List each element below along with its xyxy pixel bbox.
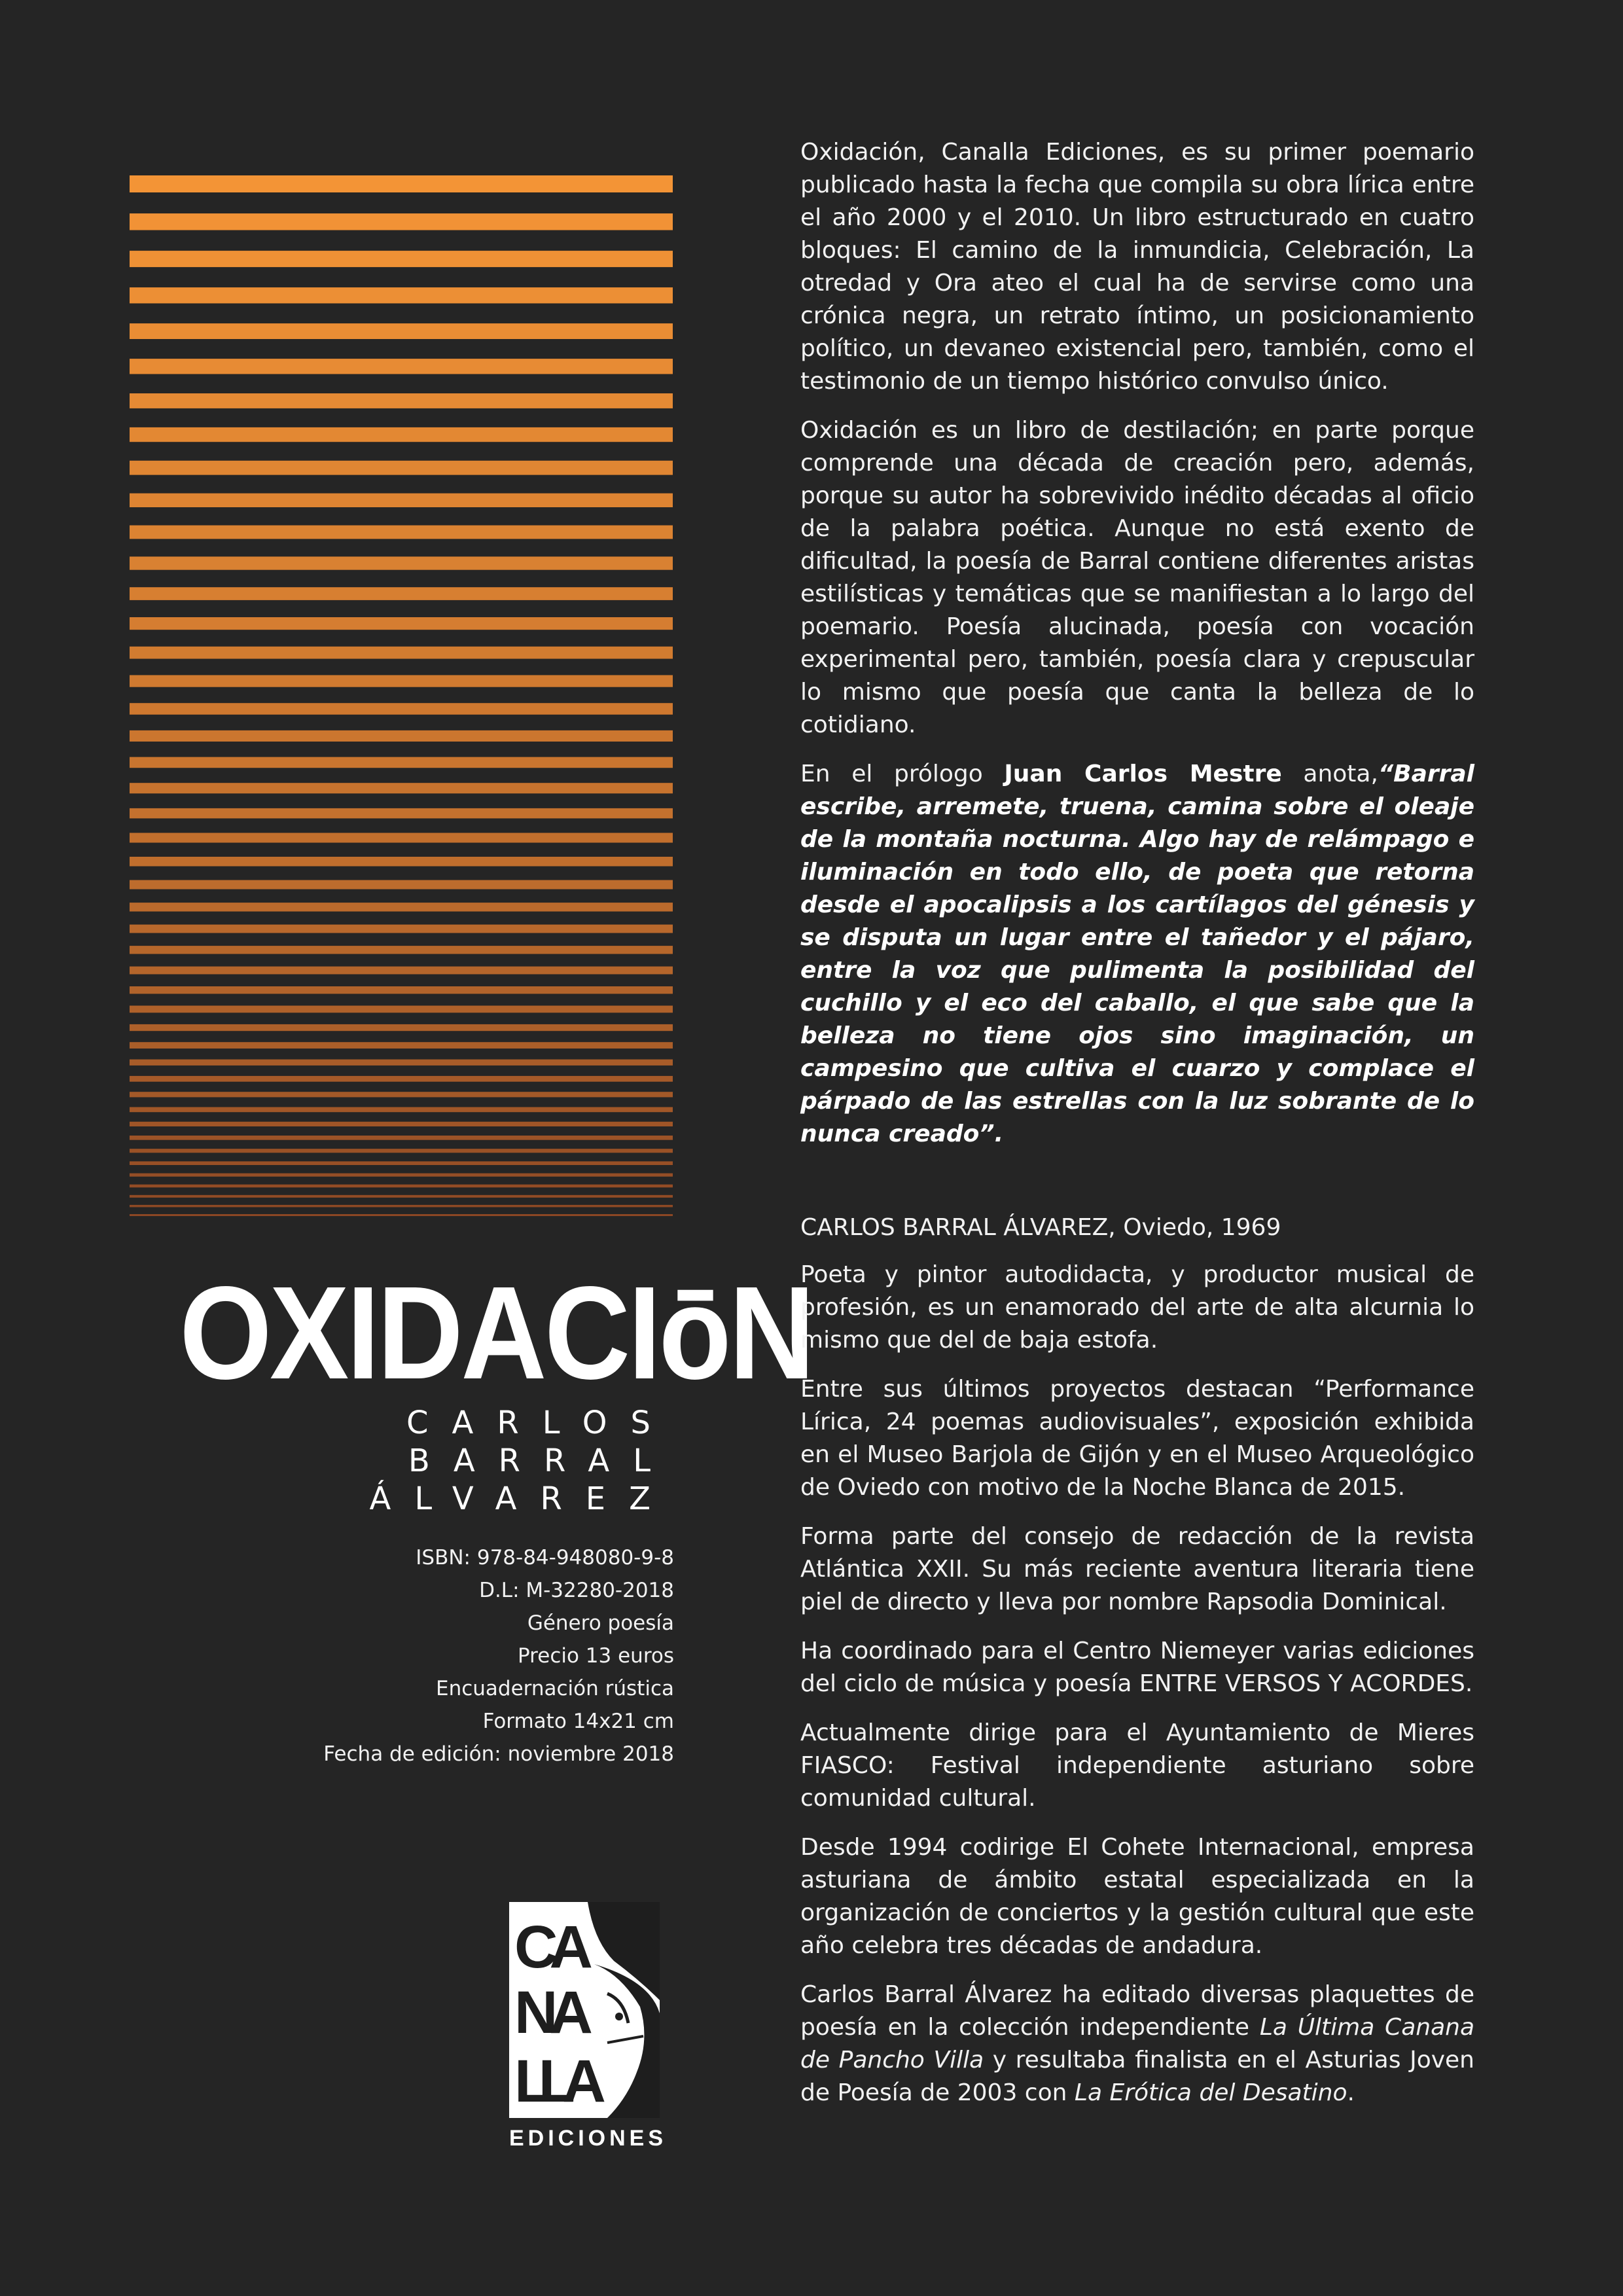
prologue-author: Juan Carlos Mestre	[1004, 761, 1282, 787]
stripe-39	[130, 1149, 673, 1153]
stripe-31	[130, 1024, 673, 1031]
stripe-10	[130, 493, 673, 507]
canalla-logo-icon	[509, 1902, 660, 2118]
bio-7-end: .	[1347, 2079, 1355, 2106]
stripe-34	[130, 1076, 673, 1082]
stripe-45	[130, 1214, 673, 1216]
stripe-1	[130, 175, 673, 192]
stripe-32	[130, 1042, 673, 1049]
edition-date: Fecha de edición: noviembre 2018	[323, 1742, 674, 1766]
book-title-erotica: La Erótica del Desatino	[1074, 2079, 1347, 2106]
author-line-third: ÁLVAREZ	[369, 1480, 674, 1517]
book-metadata	[262, 1541, 674, 1770]
prologue-quote: “Barral escribe, arremete, truena, camina sobre el oleaje de la montaña nocturna. Algo hay de relámpago e iluminación en todo ello, de poeta que retorna desde el apocalipsis a los cartílagos del génesis y se disputa un lugar entre el tañedor y el pájaro, entre la voz que pulimenta la posibilidad del cuchillo y el eco del caballo, el que sabe que la belleza no tiene ojos sino imaginación, un campesino que cultiva el cuarzo y complace el párpado de las estrellas con la luz sobrante de lo nunca creado”.	[800, 761, 1474, 1147]
logo-letters-second: NA	[514, 1979, 593, 2046]
stripe-2	[130, 213, 673, 230]
stripe-37	[130, 1122, 673, 1126]
stripe-33	[130, 1060, 673, 1066]
stripe-13	[130, 587, 673, 600]
back-cover-text	[800, 136, 1474, 2126]
stripe-22	[130, 833, 673, 843]
stripe-15	[130, 647, 673, 659]
bio-paragraph-6: Desde 1994 codirige El Cohete Internacional, empresa asturiana de ámbito estatal especializada en la organización de conciertos y la gestión cultural que este año celebra tres décadas de andadura.	[800, 1834, 1474, 1959]
decorative-stripes	[130, 175, 673, 1216]
section-spacer	[800, 1167, 1474, 1211]
bio-paragraph-3: Forma parte del consejo de redacción de la revista Atlántica XXII. Su más reciente aventura literaria tiene piel de directo y lleva por nombre Rapsodia Dominical.	[800, 1523, 1474, 1615]
stripe-27	[130, 946, 673, 954]
stripe-8	[130, 427, 673, 442]
bio-paragraph-2: Entre sus últimos proyectos destacan “Performance Lírica, 24 poemas audiovisuales”, exposición exhibida en el Museo Barjola de Gijón y en el Museo Arqueológico de Oviedo con motivo de la Noche Blanca de 2015.	[800, 1376, 1474, 1501]
binding: Encuadernación rústica	[436, 1677, 674, 1700]
stripe-19	[130, 757, 673, 768]
bio-heading: CARLOS BARRAL ÁLVAREZ, Oviedo, 1969	[800, 1214, 1281, 1241]
stripe-3	[130, 251, 673, 267]
synopsis-paragraph-2: Oxidación es un libro de destilación; en parte porque comprende una década de creación pero, además, porque su autor ha sobrevivido inédito décadas al oficio de la palabra poética. Aunque no está exento de dificultad, la poesía de Barral contiene diferentes aristas estilísticas y temáticas que se manifiestan a lo largo del poemario. Poesía alucinada, poesía con vocación experimental pero, también, poesía clara y crepuscular lo mismo que poesía que canta la belleza de lo cotidiano.	[800, 417, 1474, 738]
stripe-44	[130, 1205, 673, 1208]
prologue-verb: anota,	[1281, 761, 1378, 787]
stripe-42	[130, 1185, 673, 1188]
price: Precio 13 euros	[518, 1644, 674, 1668]
prologue-paragraph	[800, 758, 1474, 1151]
bio-7-start: Carlos Barral Álvarez ha editado diversas plaquettes de poesía en la colección independiente	[800, 1981, 1474, 2041]
bio-paragraph-7	[800, 1979, 1474, 2109]
stripe-17	[130, 703, 673, 715]
stripe-6	[130, 359, 673, 374]
stripe-35	[130, 1092, 673, 1097]
author-name	[327, 1404, 674, 1518]
bio-paragraph-1: Poeta y pintor autodidacta, y productor musical de profesión, es un enamorado del arte de alta alcurnia lo mismo que del de baja estofa.	[800, 1261, 1474, 1354]
logo-letters-third: LLA	[514, 2048, 606, 2115]
prologue-intro: En el prólogo	[800, 761, 1005, 787]
format: Formato 14x21 cm	[482, 1710, 674, 1733]
book-title: OXIDACIōN	[179, 1259, 813, 1407]
stripe-5	[130, 323, 673, 339]
synopsis-paragraph-1: Oxidación, Canalla Ediciones, es su primer poemario publicado hasta la fecha que compila su obra lírica entre el año 2000 y el 2010. Un libro estructurado en cuatro bloques: El camino de la inmundicia, Celebración, La otredad y Ora ateo el cual ha de servirse como una crónica negra, un retrato íntimo, un posicionamiento político, un devaneo existencial pero, también, como el testimonio de un tiempo histórico convulso único.	[800, 139, 1474, 395]
collection-title: La Última Canana de Pancho Villa	[800, 2014, 1475, 2073]
stripe-40	[130, 1161, 673, 1165]
bio-paragraph-5: Actualmente dirige para el Ayuntamiento de Mieres FIASCO: Festival independiente asturiano sobre comunidad cultural.	[800, 1719, 1474, 1812]
stripe-14	[130, 617, 673, 630]
stripe-20	[130, 783, 673, 793]
isbn: ISBN: 978-84-948080-9-8	[416, 1546, 674, 1570]
author-line-first: CARLOS	[406, 1405, 674, 1441]
stripe-26	[130, 925, 673, 933]
stripe-18	[130, 730, 673, 742]
stripe-12	[130, 556, 673, 569]
stripe-23	[130, 857, 673, 867]
publisher-imprint: EDICIONES	[509, 2126, 668, 2151]
stripe-21	[130, 808, 673, 819]
stripe-25	[130, 903, 673, 912]
stripe-30	[130, 1006, 673, 1013]
bio-7-middle: y resultaba finalista en el Asturias Joven de Poesía de 2003 con	[800, 2047, 1474, 2106]
stripe-4	[130, 287, 673, 303]
stripe-36	[130, 1107, 673, 1113]
stripe-41	[130, 1174, 673, 1177]
stripe-28	[130, 967, 673, 975]
stripe-16	[130, 675, 673, 687]
stripe-29	[130, 986, 673, 994]
publisher-logo	[509, 1902, 668, 2151]
stripe-9	[130, 461, 673, 475]
bio-paragraph-4: Ha coordinado para el Centro Niemeyer varias ediciones del ciclo de música y poesía ENTRE VERSOS Y ACORDES.	[800, 1638, 1474, 1697]
legal-deposit: D.L: M-32280-2018	[479, 1579, 674, 1602]
logo-letters-first: CA	[514, 1914, 593, 1981]
stripe-24	[130, 880, 673, 889]
genre: Género poesía	[527, 1611, 674, 1635]
stripe-38	[130, 1136, 673, 1140]
stripe-43	[130, 1195, 673, 1198]
author-line-second: BARRAL	[408, 1443, 674, 1479]
stripe-7	[130, 393, 673, 408]
stripe-11	[130, 526, 673, 539]
